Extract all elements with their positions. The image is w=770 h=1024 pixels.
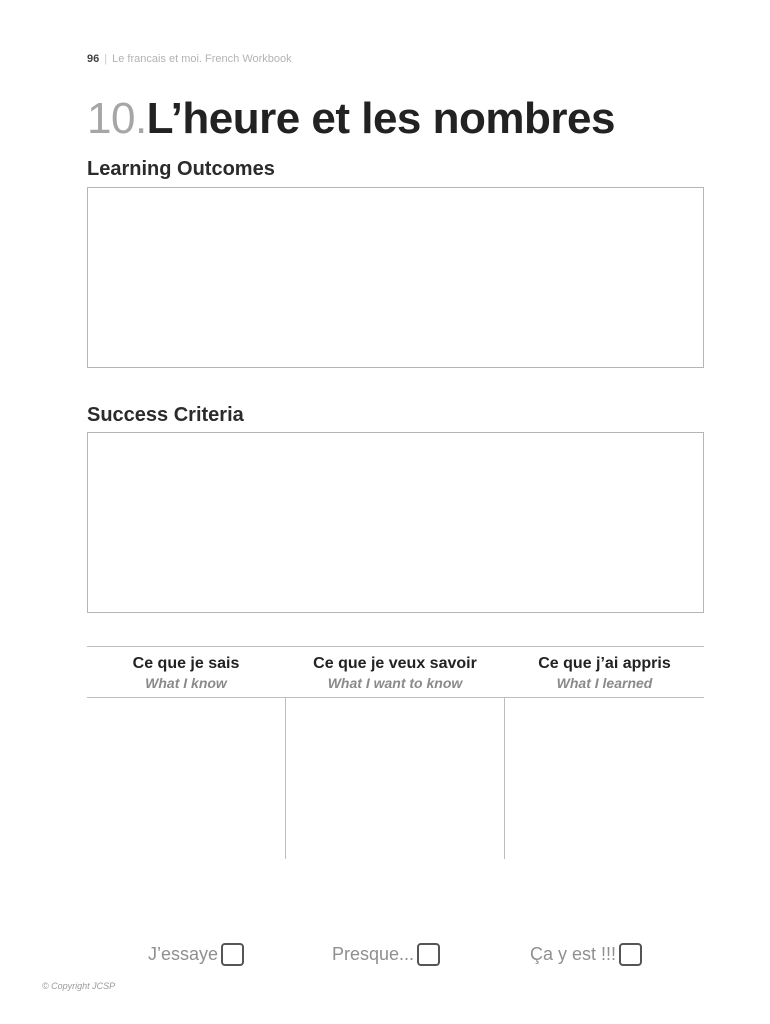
checkbox-done[interactable] [619, 943, 642, 966]
checkbox-trying[interactable] [221, 943, 244, 966]
self-assessment-label: Ça y est !!! [530, 943, 617, 964]
success-criteria-box[interactable] [87, 432, 704, 613]
self-assessment-trying [148, 940, 244, 968]
self-assessment-almost [332, 940, 440, 968]
kwl-column-know-english: What I know [145, 675, 227, 691]
header-separator: | [104, 53, 108, 65]
self-assessment-label: Presque... [332, 943, 415, 964]
kwl-column-know [87, 647, 285, 697]
kwl-cell-know[interactable] [87, 698, 285, 859]
kwl-column-learned-english: What I learned [556, 675, 653, 691]
learning-outcomes-heading: Learning Outcomes [87, 158, 275, 180]
self-assessment-label: J’essaye [148, 943, 219, 964]
learning-outcomes-box[interactable] [87, 187, 704, 368]
checkbox-almost[interactable] [417, 943, 440, 966]
kwl-header-row [87, 647, 704, 698]
kwl-cell-want[interactable] [286, 698, 504, 859]
self-assessment-done [530, 940, 642, 968]
kwl-column-learned [505, 647, 704, 697]
book-title: Le francais et moi. French Workbook [112, 53, 292, 65]
chapter-title-text: L’heure et les nombres [146, 94, 615, 143]
kwl-column-want [286, 647, 504, 697]
success-criteria-heading: Success Criteria [87, 404, 244, 426]
self-assessment-row [0, 940, 770, 968]
kwl-column-want-french: Ce que je veux savoir [313, 655, 477, 672]
page-number: 96 [87, 53, 100, 65]
kwl-column-learned-french: Ce que j’ai appris [538, 655, 671, 672]
kwl-table [87, 646, 704, 859]
kwl-cell-learned[interactable] [505, 698, 704, 859]
chapter-title [87, 92, 615, 146]
kwl-column-know-french: Ce que je sais [132, 655, 240, 672]
copyright-notice: © Copyright JCSP [42, 981, 116, 991]
running-header [87, 53, 292, 65]
chapter-number: 10. [87, 94, 147, 143]
kwl-column-want-english: What I want to know [327, 675, 463, 691]
